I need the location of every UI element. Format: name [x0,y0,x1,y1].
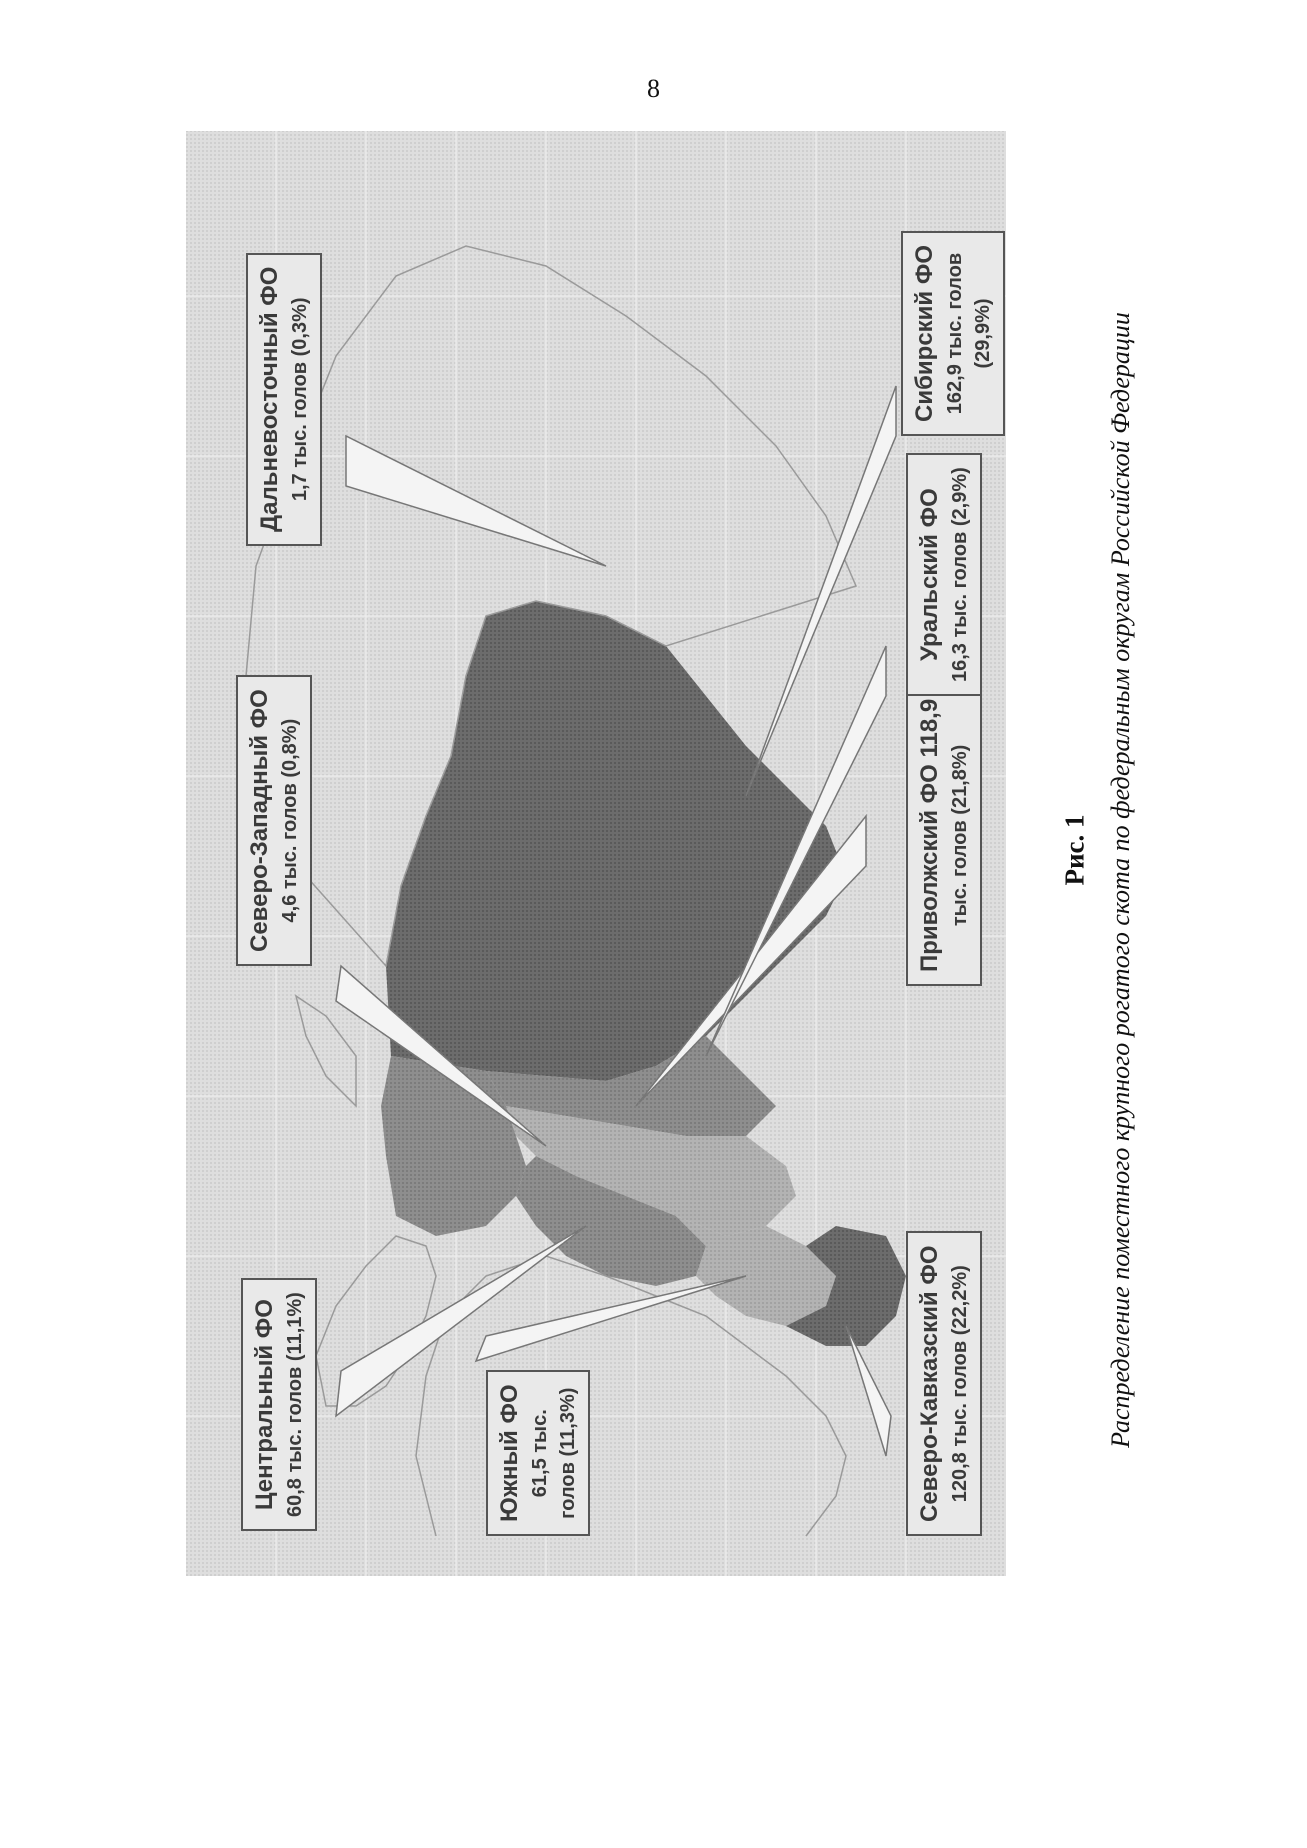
page-number: 8 [647,74,660,103]
label-south [486,1370,590,1536]
label-central-line1: Центральный ФО [251,1299,278,1511]
label-north-caucasus [906,1232,982,1537]
label-far-east-line2: 1,7 тыс. голов (0,3%) [289,297,311,502]
label-south-line3: голов (11,3%) [557,1387,579,1519]
label-north-caucasus-line2: 120,8 тыс. голов (22,2%) [949,1265,971,1503]
label-south-line1: Южный ФО [496,1384,523,1522]
label-north-caucasus-line1: Северо-Кавказский ФО [916,1245,943,1522]
label-ural-line2: 16,3 тыс. голов (2,9%) [949,467,971,682]
label-central-line2: 60,8 тыс. голов (11,1%) [284,1292,306,1517]
map-figure [186,131,1006,1576]
label-northwest-line2: 4,6 тыс. голов (0,8%) [279,718,301,923]
label-south-line2: 61,5 тыс. [529,1409,551,1498]
label-far-east [246,253,322,546]
label-siberia-line3: (29,9%) [972,298,994,369]
label-ural [906,453,982,696]
label-siberia-line1: Сибирский ФО [911,244,938,422]
figure-number [1055,770,1095,930]
label-volga [906,685,982,986]
figure-number-text: Рис. 1 [1059,814,1090,886]
label-northwest [236,675,312,966]
figure-caption-text: Распределение поместного крупного рогатого скота по федеральным округам Российской Федерации [1106,312,1135,1448]
label-volga-line2: тыс. голов (21,8%) [949,744,971,927]
figure-caption [1098,180,1144,1580]
figure [186,131,1006,1576]
label-far-east-line1: Дальневосточный ФО [256,266,283,532]
label-northwest-line1: Северо-Западный ФО [246,689,273,952]
label-siberia [901,231,1005,436]
label-central [241,1278,317,1531]
label-ural-line1: Уральский ФО [916,488,943,661]
label-volga-line1: Приволжский ФО 118,9 [916,698,943,972]
label-siberia-line2: 162,9 тыс. голов [944,252,966,415]
